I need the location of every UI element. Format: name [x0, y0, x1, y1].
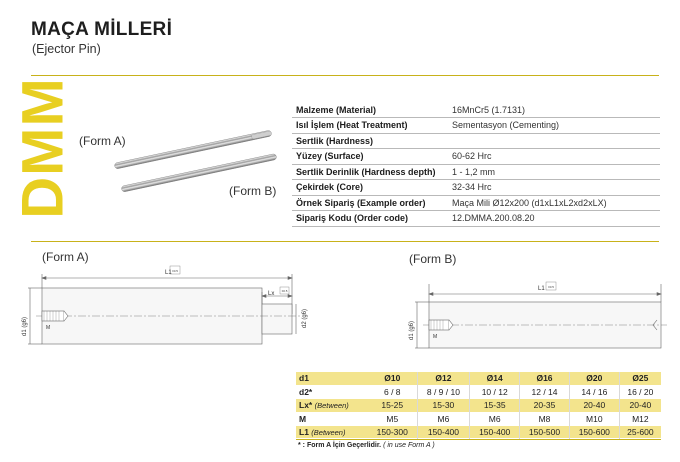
spec-label: Çekirdek (Core): [292, 180, 448, 196]
dimension-table: [296, 372, 661, 439]
dimension-cell: 15-25: [368, 399, 417, 412]
dimension-header-cell: Ø25: [619, 372, 661, 385]
dimension-row-label: [296, 426, 368, 439]
spec-value: 16MnCr5 (1.7131): [448, 102, 660, 118]
dimension-cell: 150-400: [417, 426, 470, 439]
spec-row: [292, 102, 660, 118]
form-b-thread-label: M: [433, 334, 438, 340]
dimension-cell: 15-30: [417, 399, 470, 412]
dimension-cell: 6 / 8: [368, 385, 417, 398]
spec-label: Sertlik (Hardness): [292, 133, 448, 149]
drawing-form-a-title: (Form A): [42, 250, 89, 264]
dimension-cell: 14 / 16: [569, 385, 619, 398]
footnote-bold: * : Form A İçin Geçerlidir.: [298, 442, 382, 449]
dimension-row-label: [296, 385, 368, 398]
spec-row: [292, 149, 660, 165]
spec-label: Sertlik Derinlik (Hardness depth): [292, 164, 448, 180]
spec-row: [292, 180, 660, 196]
dimension-cell: 150-300: [368, 426, 417, 439]
footnote-italic: ( in use Form A ): [383, 442, 435, 449]
form-b-d1-label: d1 (g6): [409, 320, 415, 340]
dimension-row-label: [296, 399, 368, 412]
product-code-text: DMM: [10, 77, 76, 219]
spec-table: [292, 102, 660, 227]
dimension-row-symbol: M: [299, 413, 307, 424]
spec-row: [292, 164, 660, 180]
spec-label: Yüzey (Surface): [292, 149, 448, 165]
dimension-row-note: (Between): [314, 401, 349, 411]
dimension-row-label: [296, 412, 368, 425]
dimension-row: [296, 399, 661, 412]
dimension-cell: M8: [520, 412, 570, 425]
dimension-cell: 16 / 20: [619, 385, 661, 398]
dimension-row-symbol: d2*: [299, 387, 313, 398]
dimension-cell: 25-600: [619, 426, 661, 439]
page-subtitle: (Ejector Pin): [32, 42, 101, 56]
dimension-row: [296, 426, 661, 439]
dimension-header-cell: Ø20: [569, 372, 619, 385]
dimension-cell: M12: [619, 412, 661, 425]
dimension-cell: 15-35: [470, 399, 520, 412]
dimension-table-rule: [296, 439, 661, 440]
dimension-cell: 150-400: [470, 426, 520, 439]
spec-row: [292, 118, 660, 134]
form-a-drawing: [10, 262, 310, 352]
dimension-header-cell: Ø14: [470, 372, 520, 385]
spec-label: Isıl İşlem (Heat Treatment): [292, 118, 448, 134]
page-title: MAÇA MİLLERİ: [31, 19, 173, 40]
dimension-row-note: (Between): [311, 428, 346, 438]
form-a-l1-tol: ±0.5: [172, 269, 178, 273]
spec-value: Sementasyon (Cementing): [448, 118, 660, 134]
dimension-cell: 20-40: [619, 399, 661, 412]
form-a-lx-label: Lx: [268, 291, 275, 297]
dimension-cell: 20-35: [520, 399, 570, 412]
header-divider: [31, 75, 659, 76]
form-a-lx-tol: ±0.5: [281, 289, 288, 293]
dimension-row-label: d1: [296, 372, 368, 385]
dimension-cell: 10 / 12: [470, 385, 520, 398]
spec-row: [292, 211, 660, 227]
dimension-header-cell: Ø12: [417, 372, 470, 385]
dimension-row: [296, 385, 661, 398]
spec-value: [448, 133, 660, 149]
drawing-form-b-title: (Form B): [409, 252, 457, 266]
dimension-cell: 150-600: [569, 426, 619, 439]
spec-row: [292, 133, 660, 149]
form-a-thread-label: M: [46, 325, 51, 331]
spec-value: 60-62 Hrc: [448, 149, 660, 165]
dimension-cell: M6: [417, 412, 470, 425]
dimension-header-row: [296, 372, 661, 385]
form-a-d1-label: d1 (g6): [22, 316, 28, 336]
dimension-cell: M5: [368, 412, 417, 425]
spec-value: Maça Mili Ø12x200 (d1xL1xL2xd2xLX): [448, 195, 660, 211]
product-code-vertical: [8, 77, 78, 219]
spec-row: [292, 195, 660, 211]
form-a-l1-label: L1: [165, 270, 172, 276]
dimension-cell: M6: [470, 412, 520, 425]
dimension-cell: 12 / 14: [520, 385, 570, 398]
photo-form-b-label: (Form B): [229, 184, 277, 198]
dimension-cell: M10: [569, 412, 619, 425]
dimension-footnote: [298, 442, 435, 449]
dimension-header-cell: Ø16: [520, 372, 570, 385]
form-b-l1-tol: ±0.5: [548, 285, 554, 289]
form-a-d2-label: d2 (g6): [302, 308, 308, 328]
dimension-cell: 20-40: [569, 399, 619, 412]
dimension-row-symbol: L1: [299, 427, 309, 438]
spec-label: Malzeme (Material): [292, 102, 448, 118]
dimension-row-symbol: Lx*: [299, 400, 313, 411]
photo-form-a-label: (Form A): [79, 134, 126, 148]
dimension-cell: 150-500: [520, 426, 570, 439]
spec-value: 1 - 1,2 mm: [448, 164, 660, 180]
section-divider: [31, 241, 659, 242]
dimension-cell: 8 / 9 / 10: [417, 385, 470, 398]
spec-value: 12.DMMA.200.08.20: [448, 211, 660, 227]
spec-value: 32-34 Hrc: [448, 180, 660, 196]
dimension-header-cell: Ø10: [368, 372, 417, 385]
form-b-l1-label: L1: [538, 286, 545, 292]
form-b-drawing: [395, 272, 675, 352]
spec-label: Örnek Sipariş (Example order): [292, 195, 448, 211]
spec-label: Sipariş Kodu (Order code): [292, 211, 448, 227]
dimension-row: [296, 412, 661, 425]
